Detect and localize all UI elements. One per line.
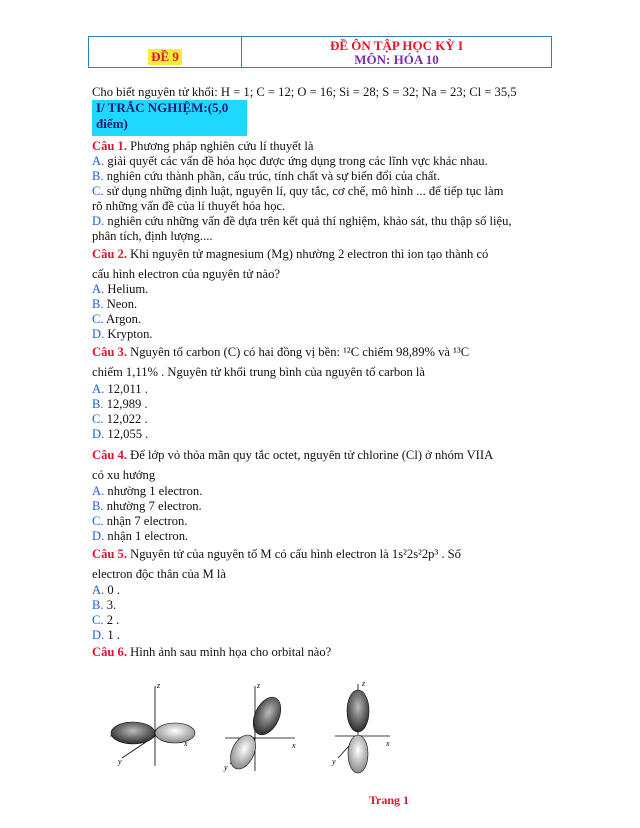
svg-text:z: z bbox=[157, 681, 161, 690]
question-3-stem-cont: chiếm 1,11% . Nguyên tử khối trung bình của nguyên tố carbon là bbox=[92, 365, 426, 379]
question-2-stem: Câu 2. Khi nguyên tử magnesium (Mg) nhường 2 electron thì ion tạo thành có bbox=[92, 247, 489, 261]
section-header bbox=[92, 100, 247, 136]
svg-text:x: x bbox=[386, 739, 390, 748]
svg-text:y: y bbox=[118, 757, 122, 766]
subject-title: MÔN: HÓA 10 bbox=[354, 52, 439, 67]
question-5-stem: Câu 5. Nguyên tử của nguyên tố M có cấu hình electron là 1s²2s²2p³ . Số bbox=[92, 547, 461, 561]
header-left-cell bbox=[89, 37, 242, 67]
q4-option-d: D. nhận 1 electron. bbox=[92, 529, 189, 543]
question-3-stem: Câu 3. Nguyên tố carbon (C) có hai đồng vị bền: ¹²C chiếm 98,89% và ¹³C bbox=[92, 345, 470, 359]
question-4-stem: Câu 4. Để lớp vỏ thỏa mãn quy tắc octet, nguyên tử chlorine (Cl) ở nhóm VIIA bbox=[92, 448, 494, 462]
section-title: I/ TRẮC NGHIỆM:(5,0 điểm) bbox=[96, 100, 229, 131]
q2-option-c: C. Argon. bbox=[92, 312, 142, 326]
q3-option-b: B. 12,989 . bbox=[92, 397, 148, 411]
header-right-cell bbox=[242, 37, 551, 67]
q1-option-a: A. giải quyết các vấn đề hóa học được ứng dụng trong các lĩnh vực khác nhau. bbox=[92, 154, 488, 168]
question-2-stem-cont: cấu hình electron của nguyên tử nào? bbox=[92, 267, 280, 281]
q1-option-c: C. sử dụng những định luật, nguyên lí, quy tắc, cơ chế, mô hình ... để tiếp tục làm bbox=[92, 184, 504, 198]
svg-text:y: y bbox=[332, 757, 336, 766]
q1-option-b: B. nghiên cứu thành phần, cấu trúc, tính chất và sự biến đổi của chất. bbox=[92, 169, 440, 183]
question-6-stem: Câu 6. Hình ảnh sau minh họa cho orbital nào? bbox=[92, 645, 332, 659]
question-5-stem-cont: electron độc thân của M là bbox=[92, 567, 226, 581]
svg-text:x: x bbox=[184, 739, 188, 748]
q3-option-a: A. 12,011 . bbox=[92, 382, 148, 396]
q1-option-d: D. nghiên cứu những vấn đề dựa trên kết quả thí nghiệm, khảo sát, thu thập số liệu, bbox=[92, 214, 512, 228]
q4-option-c: C. nhận 7 electron. bbox=[92, 514, 188, 528]
question-1-stem: Câu 1. Phương pháp nghiên cứu lí thuyết là bbox=[92, 139, 314, 153]
svg-text:z: z bbox=[257, 681, 261, 690]
q2-option-a: A. Helium. bbox=[92, 282, 149, 296]
header-table bbox=[88, 36, 552, 68]
q4-option-a: A. nhường 1 electron. bbox=[92, 484, 203, 498]
svg-text:y: y bbox=[224, 763, 228, 772]
exam-number: ĐỀ 9 bbox=[148, 49, 182, 65]
svg-text:x: x bbox=[292, 741, 296, 750]
atomic-mass-line: Cho biết nguyên tử khối: H = 1; C = 12; O = 16; Si = 28; S = 32; Na = 23; Cl = 35,5 bbox=[92, 85, 517, 99]
orbital-figures bbox=[100, 676, 400, 776]
q2-option-b: B. Neon. bbox=[92, 297, 138, 311]
q1-option-d-cont: phân tích, định lượng.... bbox=[92, 229, 213, 243]
q5-option-a: A. 0 . bbox=[92, 583, 120, 597]
page-footer: Trang 1 bbox=[368, 793, 410, 807]
q3-option-d: D. 12,055 . bbox=[92, 427, 149, 441]
q2-option-d: D. Krypton. bbox=[92, 327, 153, 341]
q5-option-d: D. 1 . bbox=[92, 628, 120, 642]
q4-option-b: B. nhường 7 electron. bbox=[92, 499, 202, 513]
q5-option-b: B. 3. bbox=[92, 598, 117, 612]
q5-option-c: C. 2 . bbox=[92, 613, 120, 627]
q3-option-c: C. 12,022 . bbox=[92, 412, 148, 426]
q1-option-c-cont: rõ những vấn đề của lí thuyết hóa học. bbox=[92, 199, 286, 213]
svg-text:z: z bbox=[362, 679, 366, 688]
orbital-figure-3 bbox=[331, 679, 390, 773]
orbital-figure-2 bbox=[223, 681, 296, 773]
orbital-figure-1 bbox=[110, 681, 195, 766]
exam-title: ĐỀ ÔN TẬP HỌC KỲ I bbox=[329, 38, 464, 53]
question-4-stem-cont: có xu hướng bbox=[92, 468, 156, 482]
